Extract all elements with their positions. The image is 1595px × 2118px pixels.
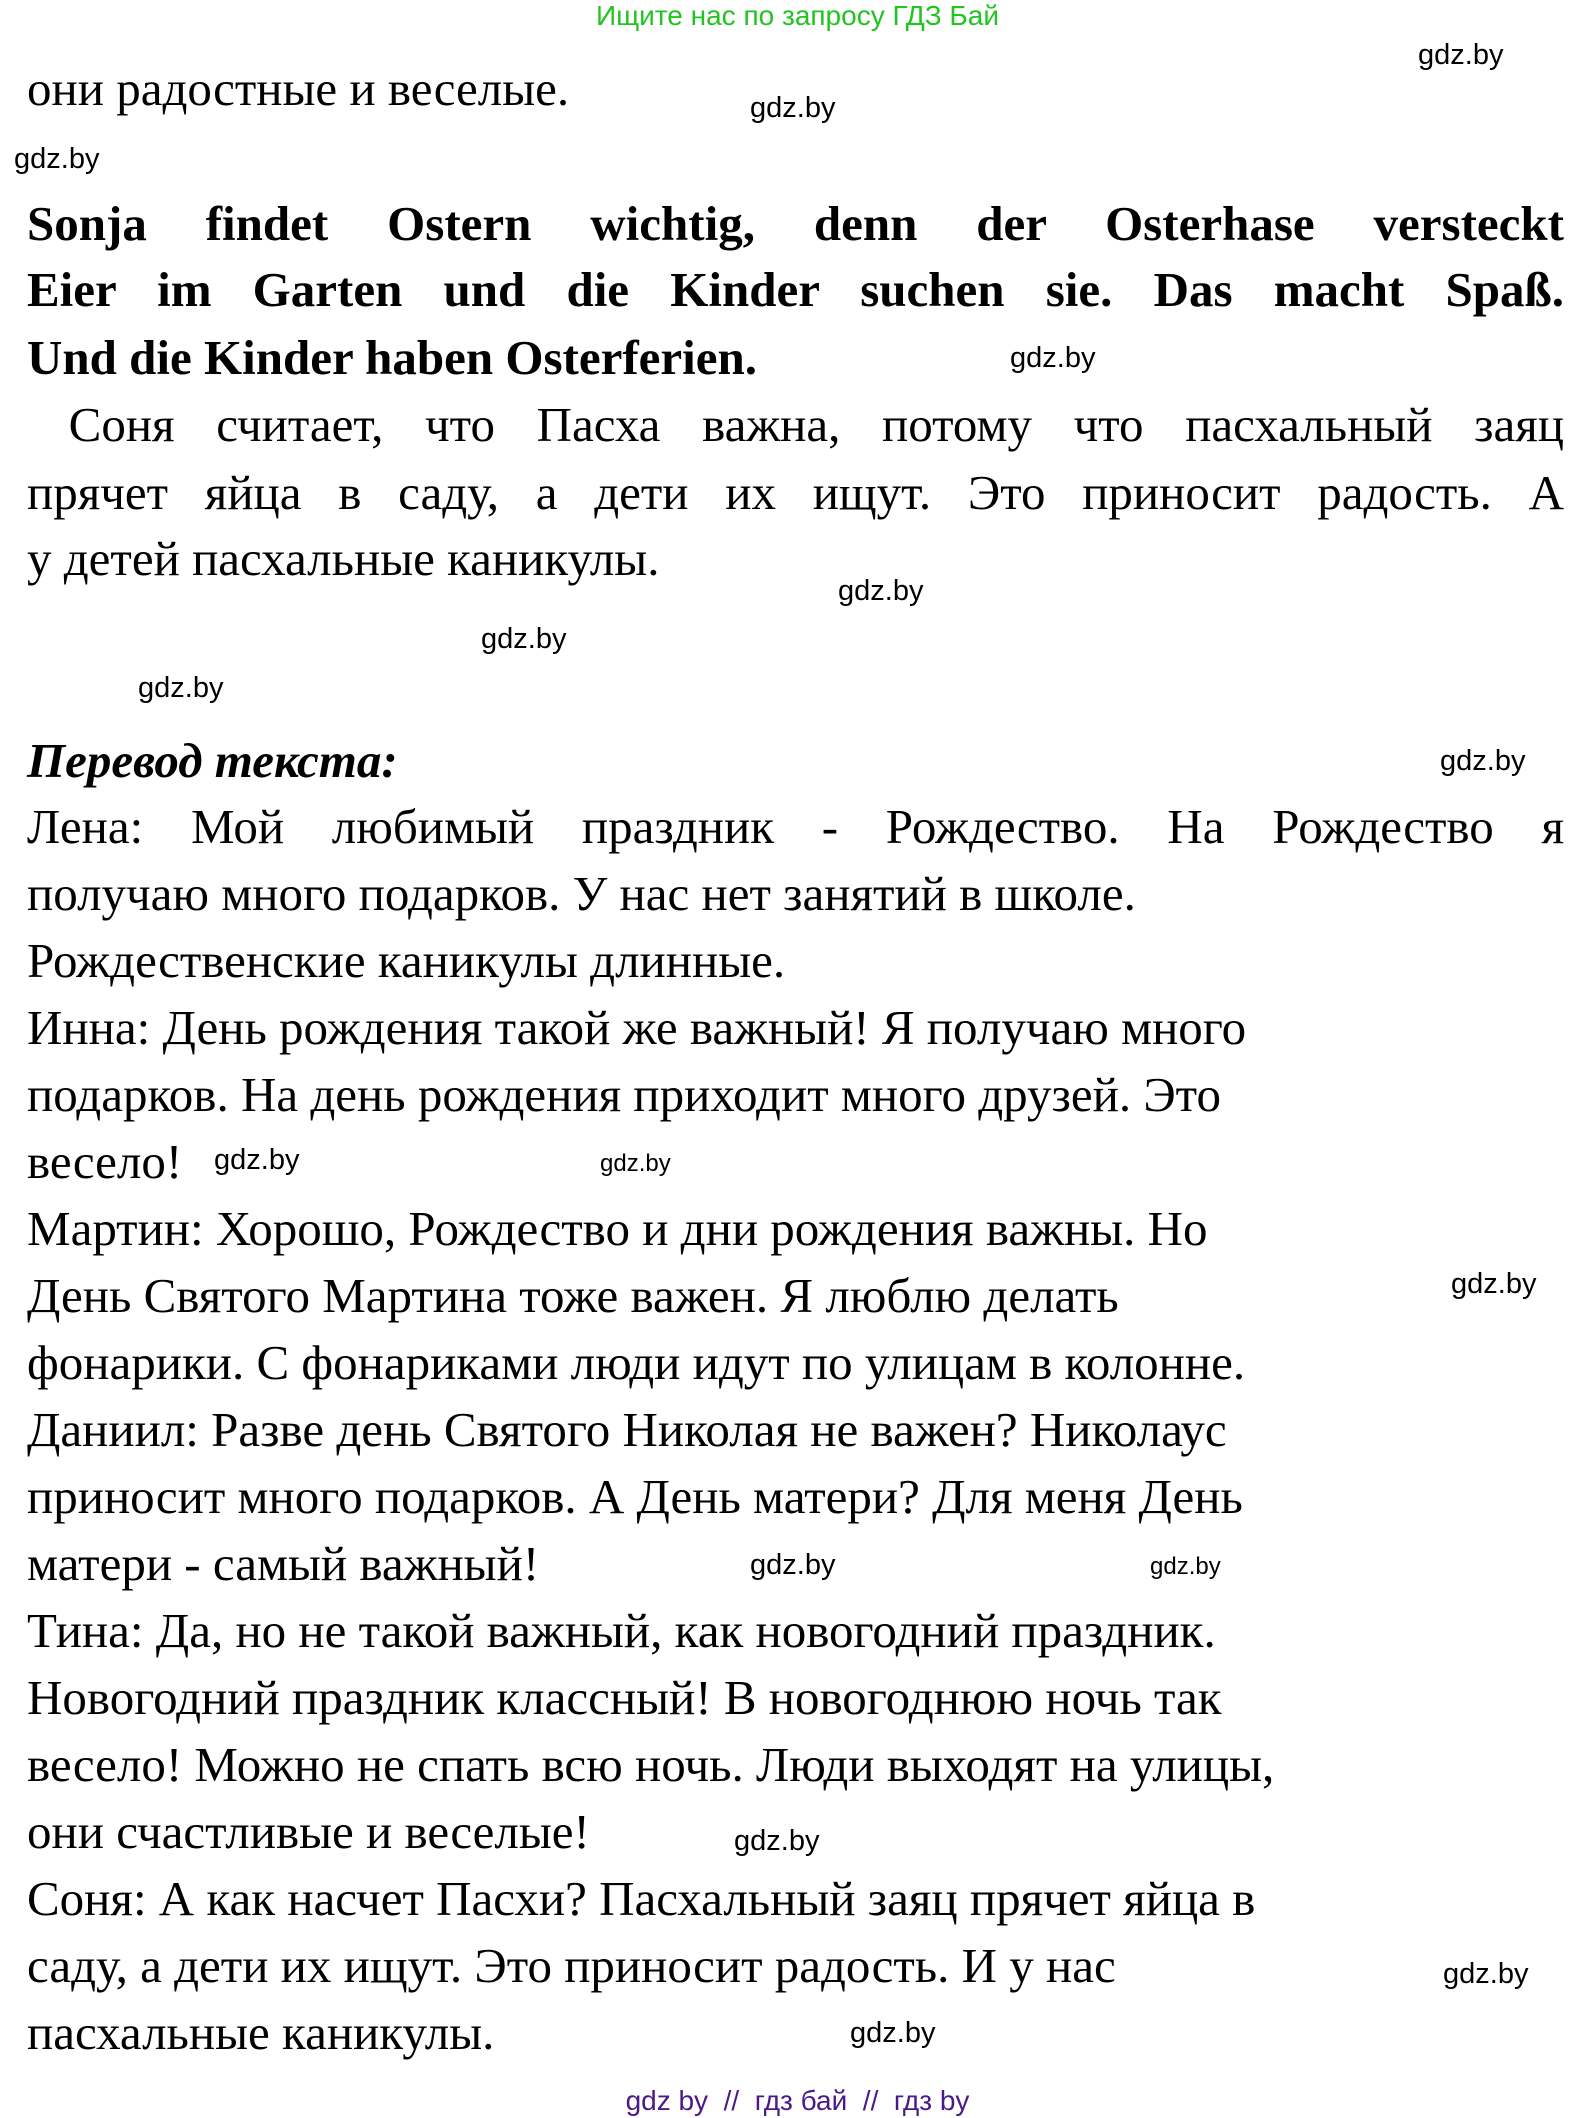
watermark: gdz.by [1010,342,1096,374]
translation-line: они счастливые и веселые! [27,1804,590,1859]
translation-line: саду, а дети их ищут. Это приносит радость. И у нас [27,1938,1116,1993]
watermark: gdz.by [734,1825,820,1857]
watermark: gdz.by [1418,39,1504,71]
translation-line: Мартин: Хорошо, Рождество и дни рождения важны. Но [27,1201,1208,1256]
watermark: gdz.by [1150,1553,1221,1580]
translation-line: Инна: День рождения такой же важный! Я получаю много [27,1000,1247,1055]
translation-line: весело! Можно не спать всю ночь. Люди выходят на улицы, [27,1737,1275,1792]
translation-line: День Святого Мартина тоже важен. Я люблю делать [27,1268,1119,1323]
translation-line: Соня: А как насчет Пасхи? Пасхальный заяц прячет яйца в [27,1871,1256,1926]
german-line: Eier im Garten und die Kinder suchen sie. Das macht Spaß. [27,262,1564,317]
watermark: gdz.by [750,1549,836,1581]
translation-line: матери - самый важный! [27,1536,540,1591]
translation-line: пасхальные каникулы. [27,2005,495,2060]
watermark: gdz.by [600,1150,671,1177]
text-line: они радостные и веселые. [27,61,570,116]
watermark: gdz.by [1443,1958,1529,1990]
translation-line: подарков. На день рождения приходит много друзей. Это [27,1067,1221,1122]
watermark: gdz.by [838,575,924,607]
translation-heading: Перевод текста: [27,733,398,788]
translation-line: Тина: Да, но не такой важный, как новогодний праздник. [27,1603,1216,1658]
search-banner[interactable]: Ищите нас по запросу ГДЗ Бай [595,0,1000,31]
watermark: gdz.by [481,623,567,655]
translation-line: Новогодний праздник классный! В новогоднюю ночь так [27,1670,1222,1725]
translation-line: весело! [27,1134,183,1189]
translation-line: получаю много подарков. У нас нет занятий в школе. [27,866,1136,921]
translation-line: Даниил: Разве день Святого Николая не важен? Николаус [27,1402,1227,1457]
russian-line: прячет яйца в саду, а дети их ищут. Это приносит радость. А [27,465,1564,520]
translation-line: Лена: Мой любимый праздник - Рождество. На Рождество я [27,799,1564,854]
watermark: gdz.by [1440,745,1526,777]
translation-line: приносит много подарков. А День матери? Для меня День [27,1469,1243,1524]
translation-line: Рождественские каникулы длинные. [27,933,786,988]
watermark: gdz.by [750,92,836,124]
translation-line: фонарики. С фонариками люди идут по улицам в колонне. [27,1335,1246,1390]
watermark: gdz.by [850,2017,936,2049]
watermark: gdz.by [214,1144,300,1176]
german-line: Sonja findet Ostern wichtig, denn der Osterhase versteckt [27,196,1564,251]
watermark: gdz.by [1451,1268,1537,1300]
russian-line: Соня считает, что Пасха важна, потому что пасхальный заяц [27,397,1564,452]
german-line: Und die Kinder haben Osterferien. [27,330,758,385]
watermark: gdz.by [14,143,100,175]
watermark: gdz.by [138,672,224,704]
russian-line: у детей пасхальные каникулы. [27,531,660,586]
footer-links[interactable]: gdz by // гдз бай // гдз by [625,2085,970,2116]
